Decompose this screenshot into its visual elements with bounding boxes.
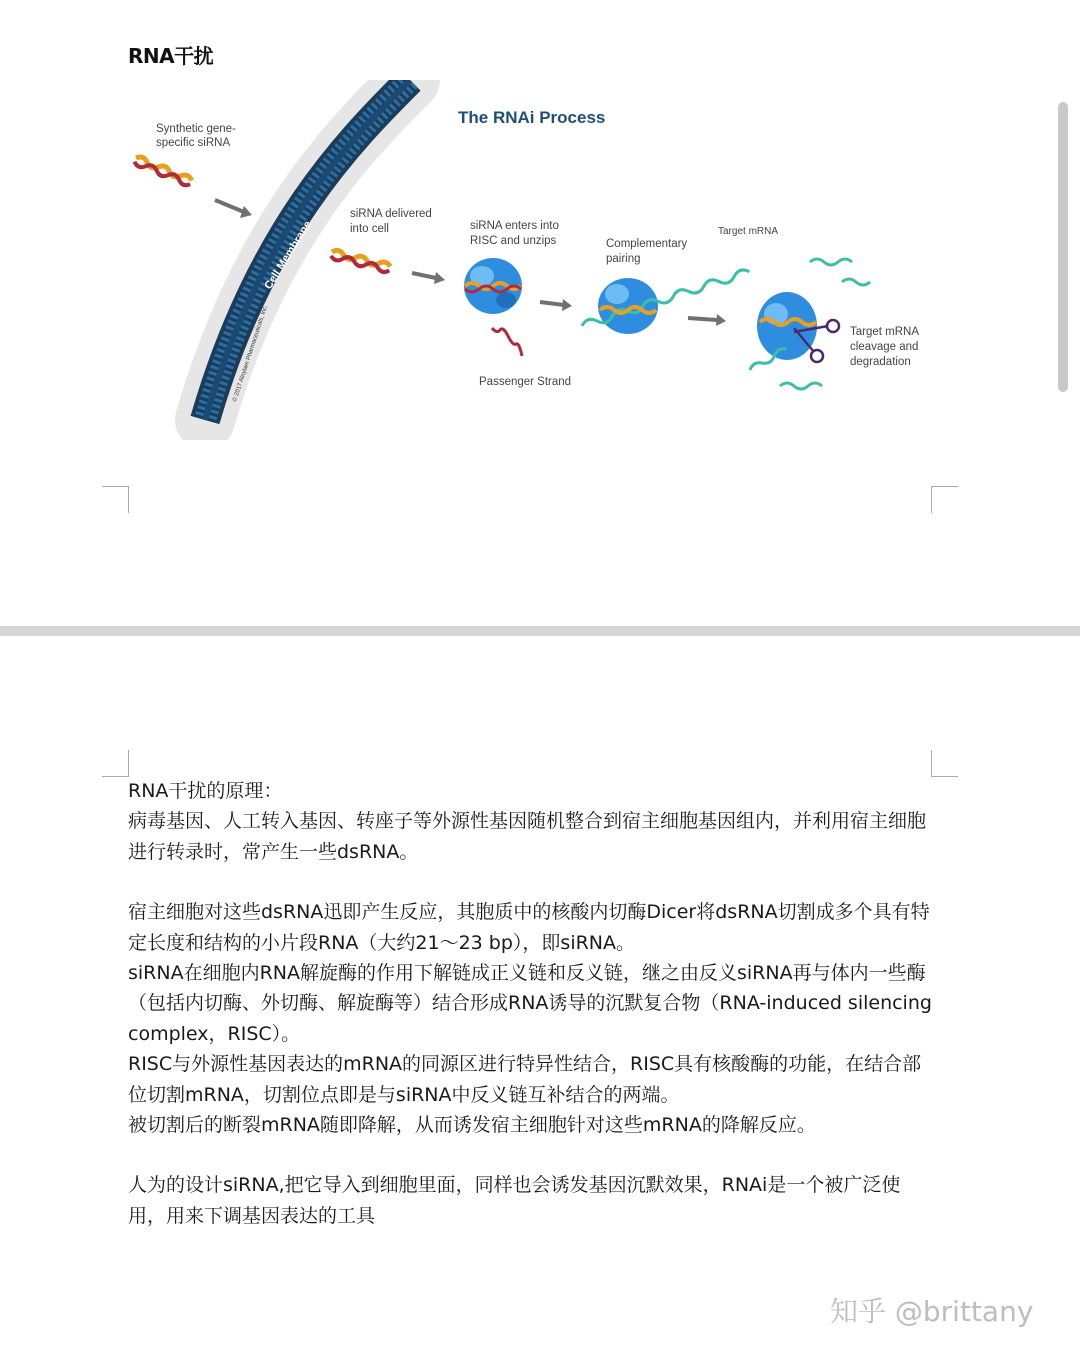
arrow-icon bbox=[215, 200, 252, 218]
delivered-sirna-icon bbox=[330, 249, 391, 273]
paragraph: RISC与外源性基因表达的mRNA的同源区进行特异性结合，RISC具有核酸酶的功能，在结合部位切割mRNA，切割位点即是与siRNA中反义链互补结合的两端。 bbox=[128, 1053, 922, 1106]
pairing-complex-icon bbox=[581, 268, 751, 334]
arrow-icon bbox=[688, 314, 726, 326]
delivered-label-line1: siRNA delivered bbox=[350, 208, 432, 220]
document-body bbox=[128, 776, 933, 1231]
delivered-label-line2: into cell bbox=[350, 223, 389, 235]
page-corner-mark bbox=[102, 486, 129, 513]
passenger-strand-icon bbox=[492, 328, 522, 356]
cleavage-label-line3: degradation bbox=[850, 356, 911, 368]
copyright-text: © 2017 Alnylam Pharmaceuticals, Inc. bbox=[232, 304, 270, 403]
paragraph: 人为的设计siRNA,把它导入到细胞里面，同样也会诱发基因沉默效果，RNAi是一个被广泛使用，用来下调基因表达的工具 bbox=[128, 1174, 901, 1227]
paragraph: 被切割后的断裂mRNA随即降解，从而诱发宿主细胞针对这些mRNA的降解反应。 bbox=[128, 1114, 816, 1137]
document-heading: RNA干扰 bbox=[128, 44, 214, 68]
cleavage-complex-icon bbox=[749, 259, 871, 389]
figure-title: The RNAi Process bbox=[458, 108, 606, 127]
arrow-icon bbox=[412, 272, 445, 284]
risc-complex-icon bbox=[464, 258, 522, 314]
paragraph: siRNA在细胞内RNA解旋酶的作用下解链成正义链和反义链，继之由反义siRNA再与体内一些酶（包括内切酶、外切酶、解旋酶等）结合形成RNA诱导的沉默复合物（RNA-induced silencing complex，RISC）。 bbox=[128, 962, 932, 1045]
arrow-icon bbox=[540, 299, 572, 311]
page-corner-mark bbox=[931, 486, 958, 513]
pairing-label-line2: pairing bbox=[606, 253, 641, 265]
paragraph: 宿主细胞对这些dsRNA迅即产生反应，其胞质中的核酸内切酶Dicer将dsRNA切割成多个具有特定长度和结构的小片段RNA（大约21～23 bp），即siRNA。 bbox=[128, 901, 930, 954]
risc-label-line1: siRNA enters into bbox=[470, 220, 559, 232]
page-separator bbox=[0, 626, 1080, 636]
synthetic-label-line2: specific siRNA bbox=[156, 137, 231, 149]
passenger-label: Passenger Strand bbox=[479, 376, 572, 388]
paragraph: 病毒基因、人工转入基因、转座子等外源性基因随机整合到宿主细胞基因组内，并利用宿主细胞进行转录时，常产生一些dsRNA。 bbox=[128, 810, 927, 863]
target-mrna-label: Target mRNA bbox=[718, 226, 779, 237]
synthetic-sirna-icon bbox=[133, 155, 192, 187]
rnai-diagram bbox=[120, 80, 940, 440]
paragraph: RNA干扰的原理： bbox=[128, 780, 283, 802]
scrollbar-thumb[interactable] bbox=[1058, 102, 1068, 392]
watermark: 知乎 @brittany bbox=[830, 1295, 1034, 1328]
rnai-process-figure[interactable] bbox=[120, 80, 940, 440]
membrane-label: Cell Membrane bbox=[262, 218, 315, 292]
synthetic-label-line1: Synthetic gene- bbox=[156, 123, 236, 135]
cleavage-label-line1: Target mRNA bbox=[850, 326, 920, 338]
page-corner-mark bbox=[931, 750, 958, 777]
risc-label-line2: RISC and unzips bbox=[470, 235, 557, 247]
cleavage-label-line2: cleavage and bbox=[850, 341, 919, 353]
pairing-label-line1: Complementary bbox=[606, 238, 688, 250]
page-corner-mark bbox=[102, 750, 129, 777]
